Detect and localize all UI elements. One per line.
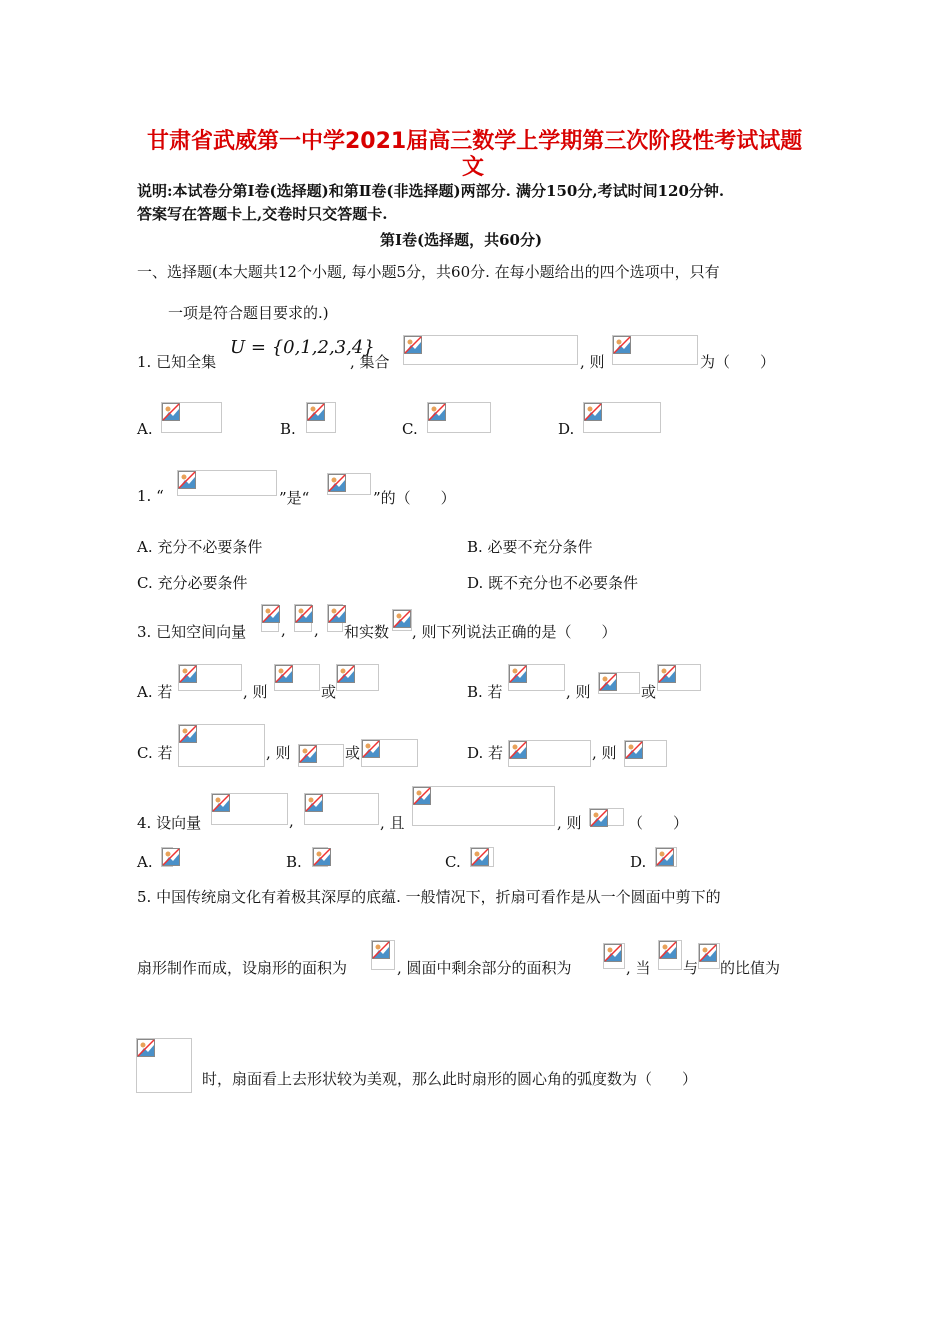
q2-option-d: D. 既不充分也不必要条件: [467, 574, 639, 592]
q5-remaining-area-image: [603, 943, 625, 969]
broken-image-icon: [584, 403, 602, 421]
broken-image-icon: [162, 848, 180, 866]
document-title: 甘肃省武威第一中学2021届高三数学上学期第三次阶段性考试试题: [147, 129, 803, 154]
q4-option-c-label: C.: [445, 853, 461, 871]
q1-mid2: , 则: [580, 353, 605, 371]
q1-mid1: , 集合: [350, 353, 390, 371]
document-title-continuation: 文: [462, 155, 485, 180]
q5-s1-image: [658, 940, 682, 970]
broken-image-icon: [137, 1039, 155, 1057]
broken-image-icon: [613, 336, 631, 354]
q1-option-c-label: C.: [402, 420, 418, 438]
q4-option-a-label: A.: [137, 853, 153, 871]
q5-s2-image: [698, 943, 720, 969]
broken-image-icon: [604, 944, 622, 962]
q3-option-a-condition-image: [178, 664, 242, 691]
broken-image-icon: [179, 665, 197, 683]
q1-formula: U = {0,1,2,3,4}: [230, 337, 375, 358]
q3-option-c-or: 或: [345, 744, 361, 762]
broken-image-icon: [307, 403, 325, 421]
broken-image-icon: [313, 848, 331, 866]
broken-image-icon: [509, 665, 527, 683]
q4-comma1: ,: [289, 812, 294, 830]
broken-image-icon: [295, 605, 313, 623]
q1-expression-image: [612, 335, 698, 365]
q3-option-a-prefix: A. 若: [137, 683, 173, 701]
q3-option-b-result1-image: [598, 672, 640, 694]
broken-image-icon: [328, 474, 346, 492]
q3-option-c-result1-image: [298, 744, 344, 767]
broken-image-icon: [428, 403, 446, 421]
q4-condition-image: [412, 786, 555, 826]
broken-image-icon: [299, 745, 317, 763]
q3-option-d-prefix: D. 若: [467, 744, 504, 762]
q3-option-a-result2-image: [336, 664, 379, 691]
broken-image-icon: [372, 941, 390, 959]
q1-suffix: 为（ ）: [700, 353, 776, 371]
q4-mid: , 且: [380, 814, 405, 832]
q3-scalar-image: [392, 609, 412, 631]
q5-line2-mid: , 圆面中剩余部分的面积为: [397, 959, 572, 977]
q3-option-c-condition-image: [178, 724, 265, 767]
q3-option-b-condition-image: [508, 664, 565, 691]
q1-option-b-image: [306, 402, 336, 433]
q3-option-d-then: , 则: [592, 744, 617, 762]
q5-line2-suffix: 的比值为: [720, 959, 781, 977]
q5-line2-when: , 当: [626, 959, 651, 977]
q4-option-c-image: [470, 847, 494, 867]
part1-instruction-line1: 一、选择题(本大题共12个小题, 每小题5分，共60分. 在每小题给出的四个选项中，只有: [137, 263, 720, 281]
q2-option-c: C. 充分必要条件: [137, 574, 248, 592]
q2-condition-p-image: [177, 470, 277, 496]
q4-target-image: [589, 808, 624, 826]
q2-mid: ”是“: [279, 489, 310, 507]
q4-option-d-label: D.: [630, 853, 647, 871]
q1-option-a-label: A.: [137, 420, 153, 438]
q4-then: , 则: [557, 814, 582, 832]
q3-option-b-or: 或: [641, 683, 657, 701]
q2-suffix: ”的（ ）: [373, 489, 456, 507]
q3-option-d-condition-image: [508, 740, 591, 767]
q4-suffix: （ ）: [628, 814, 689, 832]
q1-option-d-image: [583, 402, 661, 433]
broken-image-icon: [305, 794, 323, 812]
q3-option-a-result1-image: [274, 664, 320, 691]
q1-prefix: 1. 已知全集: [137, 353, 217, 371]
broken-image-icon: [699, 944, 717, 962]
q5-line2-prefix: 扇形制作而成，设扇形的面积为: [137, 959, 348, 977]
q5-line3: 时，扇面看上去形状较为美观，那么此时扇形的圆心角的弧度数为（ ）: [202, 1070, 698, 1088]
q5-line2-and: 与: [683, 959, 699, 977]
broken-image-icon: [599, 673, 617, 691]
broken-image-icon: [262, 605, 280, 623]
broken-image-icon: [275, 665, 293, 683]
broken-image-icon: [659, 941, 677, 959]
q1-option-c-image: [427, 402, 491, 433]
q3-option-b-prefix: B. 若: [467, 683, 503, 701]
q3-option-a-then: , 则: [243, 683, 268, 701]
broken-image-icon: [625, 741, 643, 759]
q4-option-a-image: [161, 847, 173, 867]
q3-comma1: ,: [281, 621, 286, 639]
part1-instruction-line2: 一项是符合题目要求的.): [168, 304, 329, 322]
exam-note-line2: 答案写在答题卡上,交卷时只交答题卡.: [137, 205, 388, 223]
q3-option-b-then: , 则: [566, 683, 591, 701]
broken-image-icon: [658, 665, 676, 683]
broken-image-icon: [413, 787, 431, 805]
broken-image-icon: [590, 809, 608, 827]
q1-set-a-image: [403, 335, 578, 365]
q3-mid: 和实数: [344, 623, 390, 641]
q1-option-b-label: B.: [280, 420, 296, 438]
q3-vector-c-image: [327, 604, 343, 632]
q3-option-d-result-image: [624, 740, 667, 767]
q4-option-b-label: B.: [286, 853, 302, 871]
section-title: 第Ⅰ卷(选择题，共60分): [380, 231, 543, 249]
broken-image-icon: [212, 794, 230, 812]
q5-sector-area-image: [371, 940, 395, 970]
q2-condition-q-image: [327, 473, 371, 495]
q1-option-d-label: D.: [558, 420, 575, 438]
broken-image-icon: [162, 403, 180, 421]
q4-vector-b-image: [304, 793, 379, 825]
q4-vector-a-image: [211, 793, 288, 825]
broken-image-icon: [337, 665, 355, 683]
broken-image-icon: [656, 848, 674, 866]
broken-image-icon: [178, 471, 196, 489]
broken-image-icon: [362, 740, 380, 758]
exam-note-line1: 说明:本试卷分第Ⅰ卷(选择题)和第Ⅱ卷(非选择题)两部分. 满分150分,考试时间120分钟.: [137, 182, 725, 200]
q1-option-a-image: [161, 402, 222, 433]
q2-prefix: 1. “: [137, 487, 164, 505]
q4-option-d-image: [655, 847, 677, 867]
q5-line1: 5. 中国传统扇文化有着极其深厚的底蕴. 一般情况下，折扇可看作是从一个圆面中剪下的: [137, 888, 721, 906]
q3-suffix: , 则下列说法正确的是（ ）: [412, 623, 617, 641]
broken-image-icon: [471, 848, 489, 866]
q2-option-a: A. 充分不必要条件: [137, 538, 263, 556]
q4-prefix: 4. 设向量: [137, 814, 202, 832]
broken-image-icon: [509, 741, 527, 759]
broken-image-icon: [179, 725, 197, 743]
broken-image-icon: [404, 336, 422, 354]
q3-option-a-or: 或: [321, 683, 337, 701]
q2-option-b: B. 必要不充分条件: [467, 538, 593, 556]
broken-image-icon: [393, 610, 411, 628]
q3-vector-b-image: [294, 604, 312, 632]
q3-option-c-result2-image: [361, 739, 418, 767]
q3-option-b-result2-image: [657, 664, 701, 691]
q3-option-c-prefix: C. 若: [137, 744, 173, 762]
q3-vector-a-image: [261, 604, 279, 632]
q3-prefix: 3. 已知空间向量: [137, 623, 247, 641]
q3-option-c-then: , 则: [266, 744, 291, 762]
q4-option-b-image: [312, 847, 328, 867]
q3-comma2: ,: [314, 621, 319, 639]
q5-ratio-image: [136, 1038, 192, 1093]
